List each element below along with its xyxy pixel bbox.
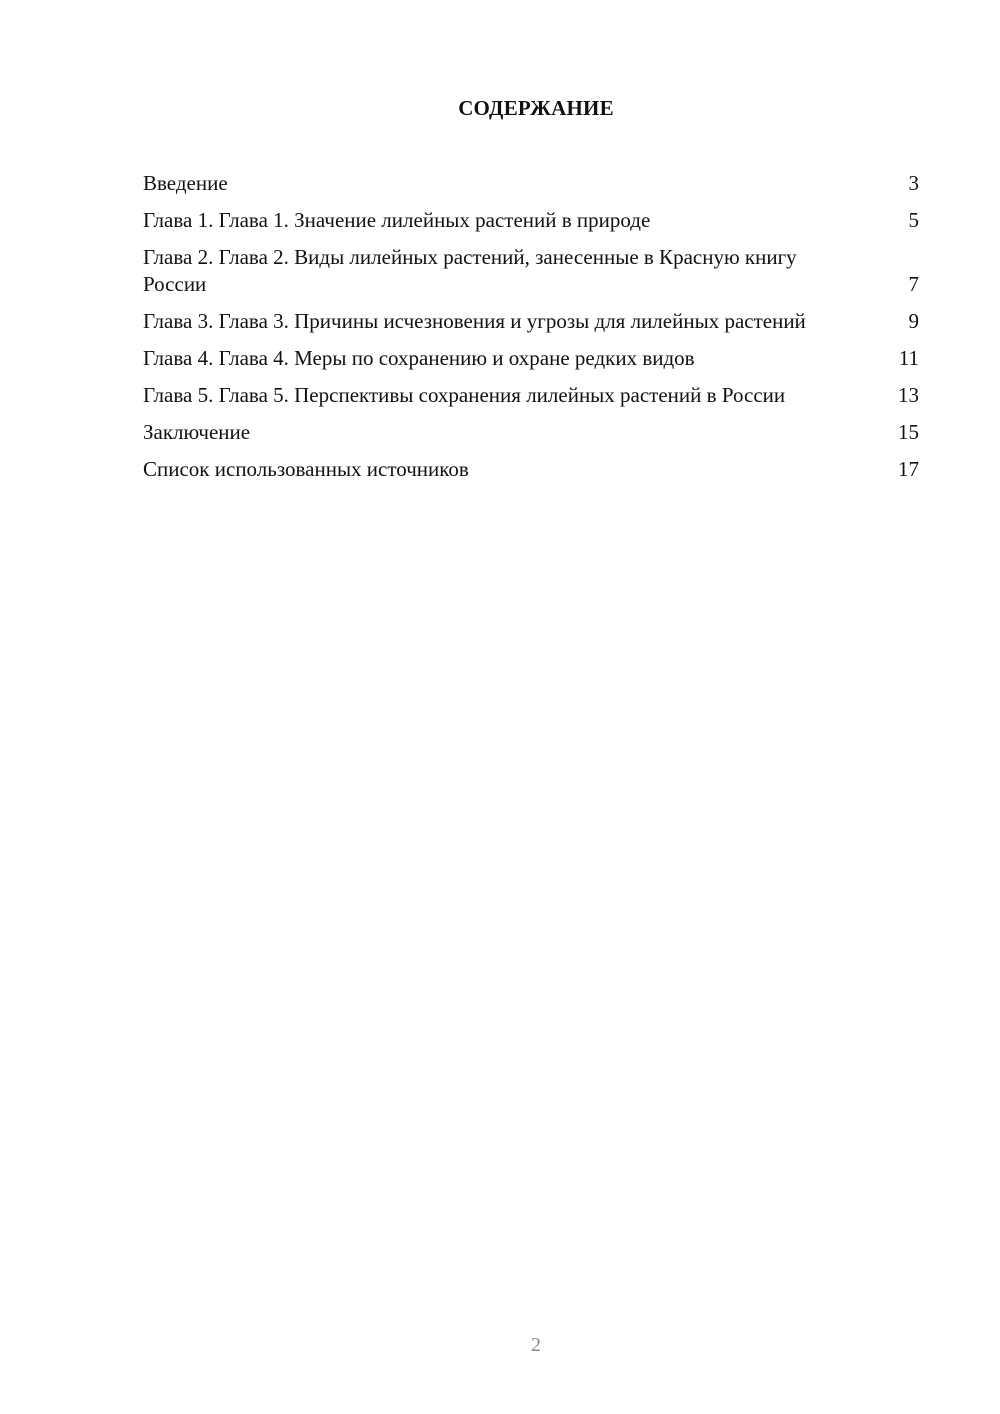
toc-entry-chapter-2 xyxy=(143,244,919,298)
toc-entry-chapter-4 xyxy=(143,345,919,372)
page-number: 2 xyxy=(531,1334,541,1356)
toc-entry-page-number: 11 xyxy=(898,346,919,370)
toc-entry-page-number: 5 xyxy=(908,208,919,232)
toc-entry-chapter-1 xyxy=(143,207,919,234)
toc-entry-conclusion xyxy=(143,419,919,446)
toc-entry-page-number: 7 xyxy=(908,272,919,296)
toc-entry-chapter-5 xyxy=(143,382,919,409)
toc-entry-page-number: 13 xyxy=(898,383,919,407)
toc-entry-title: Глава 5. Глава 5. Перспективы сохранения лилейных растений в России xyxy=(143,383,786,407)
toc-entry-references xyxy=(143,456,919,483)
toc-entry-title: Глава 3. Глава 3. Причины исчезновения и угрозы для лилейных растений xyxy=(143,309,806,333)
toc-entry-page-number: 17 xyxy=(898,457,919,481)
toc-entry-title: Глава 1. Глава 1. Значение лилейных растений в природе xyxy=(143,208,651,232)
toc-entry-page-number: 9 xyxy=(908,309,919,333)
toc-entry-title: Список использованных источников xyxy=(143,457,469,481)
toc-entry-page-number: 3 xyxy=(908,171,919,195)
toc-entry-chapter-3 xyxy=(143,308,919,335)
toc-heading: СОДЕРЖАНИЕ xyxy=(458,96,614,120)
toc-entry-title: Заключение xyxy=(143,420,251,444)
toc-entry-title: Введение xyxy=(143,171,228,195)
table-of-contents xyxy=(143,170,919,493)
toc-entry-page-number: 15 xyxy=(898,420,919,444)
toc-entry-title: Глава 4. Глава 4. Меры по сохранению и охране редких видов xyxy=(143,346,695,370)
toc-entry-introduction xyxy=(143,170,919,197)
toc-entry-title: Глава 2. Глава 2. Виды лилейных растений, занесенные в Красную книгу России xyxy=(143,245,797,296)
